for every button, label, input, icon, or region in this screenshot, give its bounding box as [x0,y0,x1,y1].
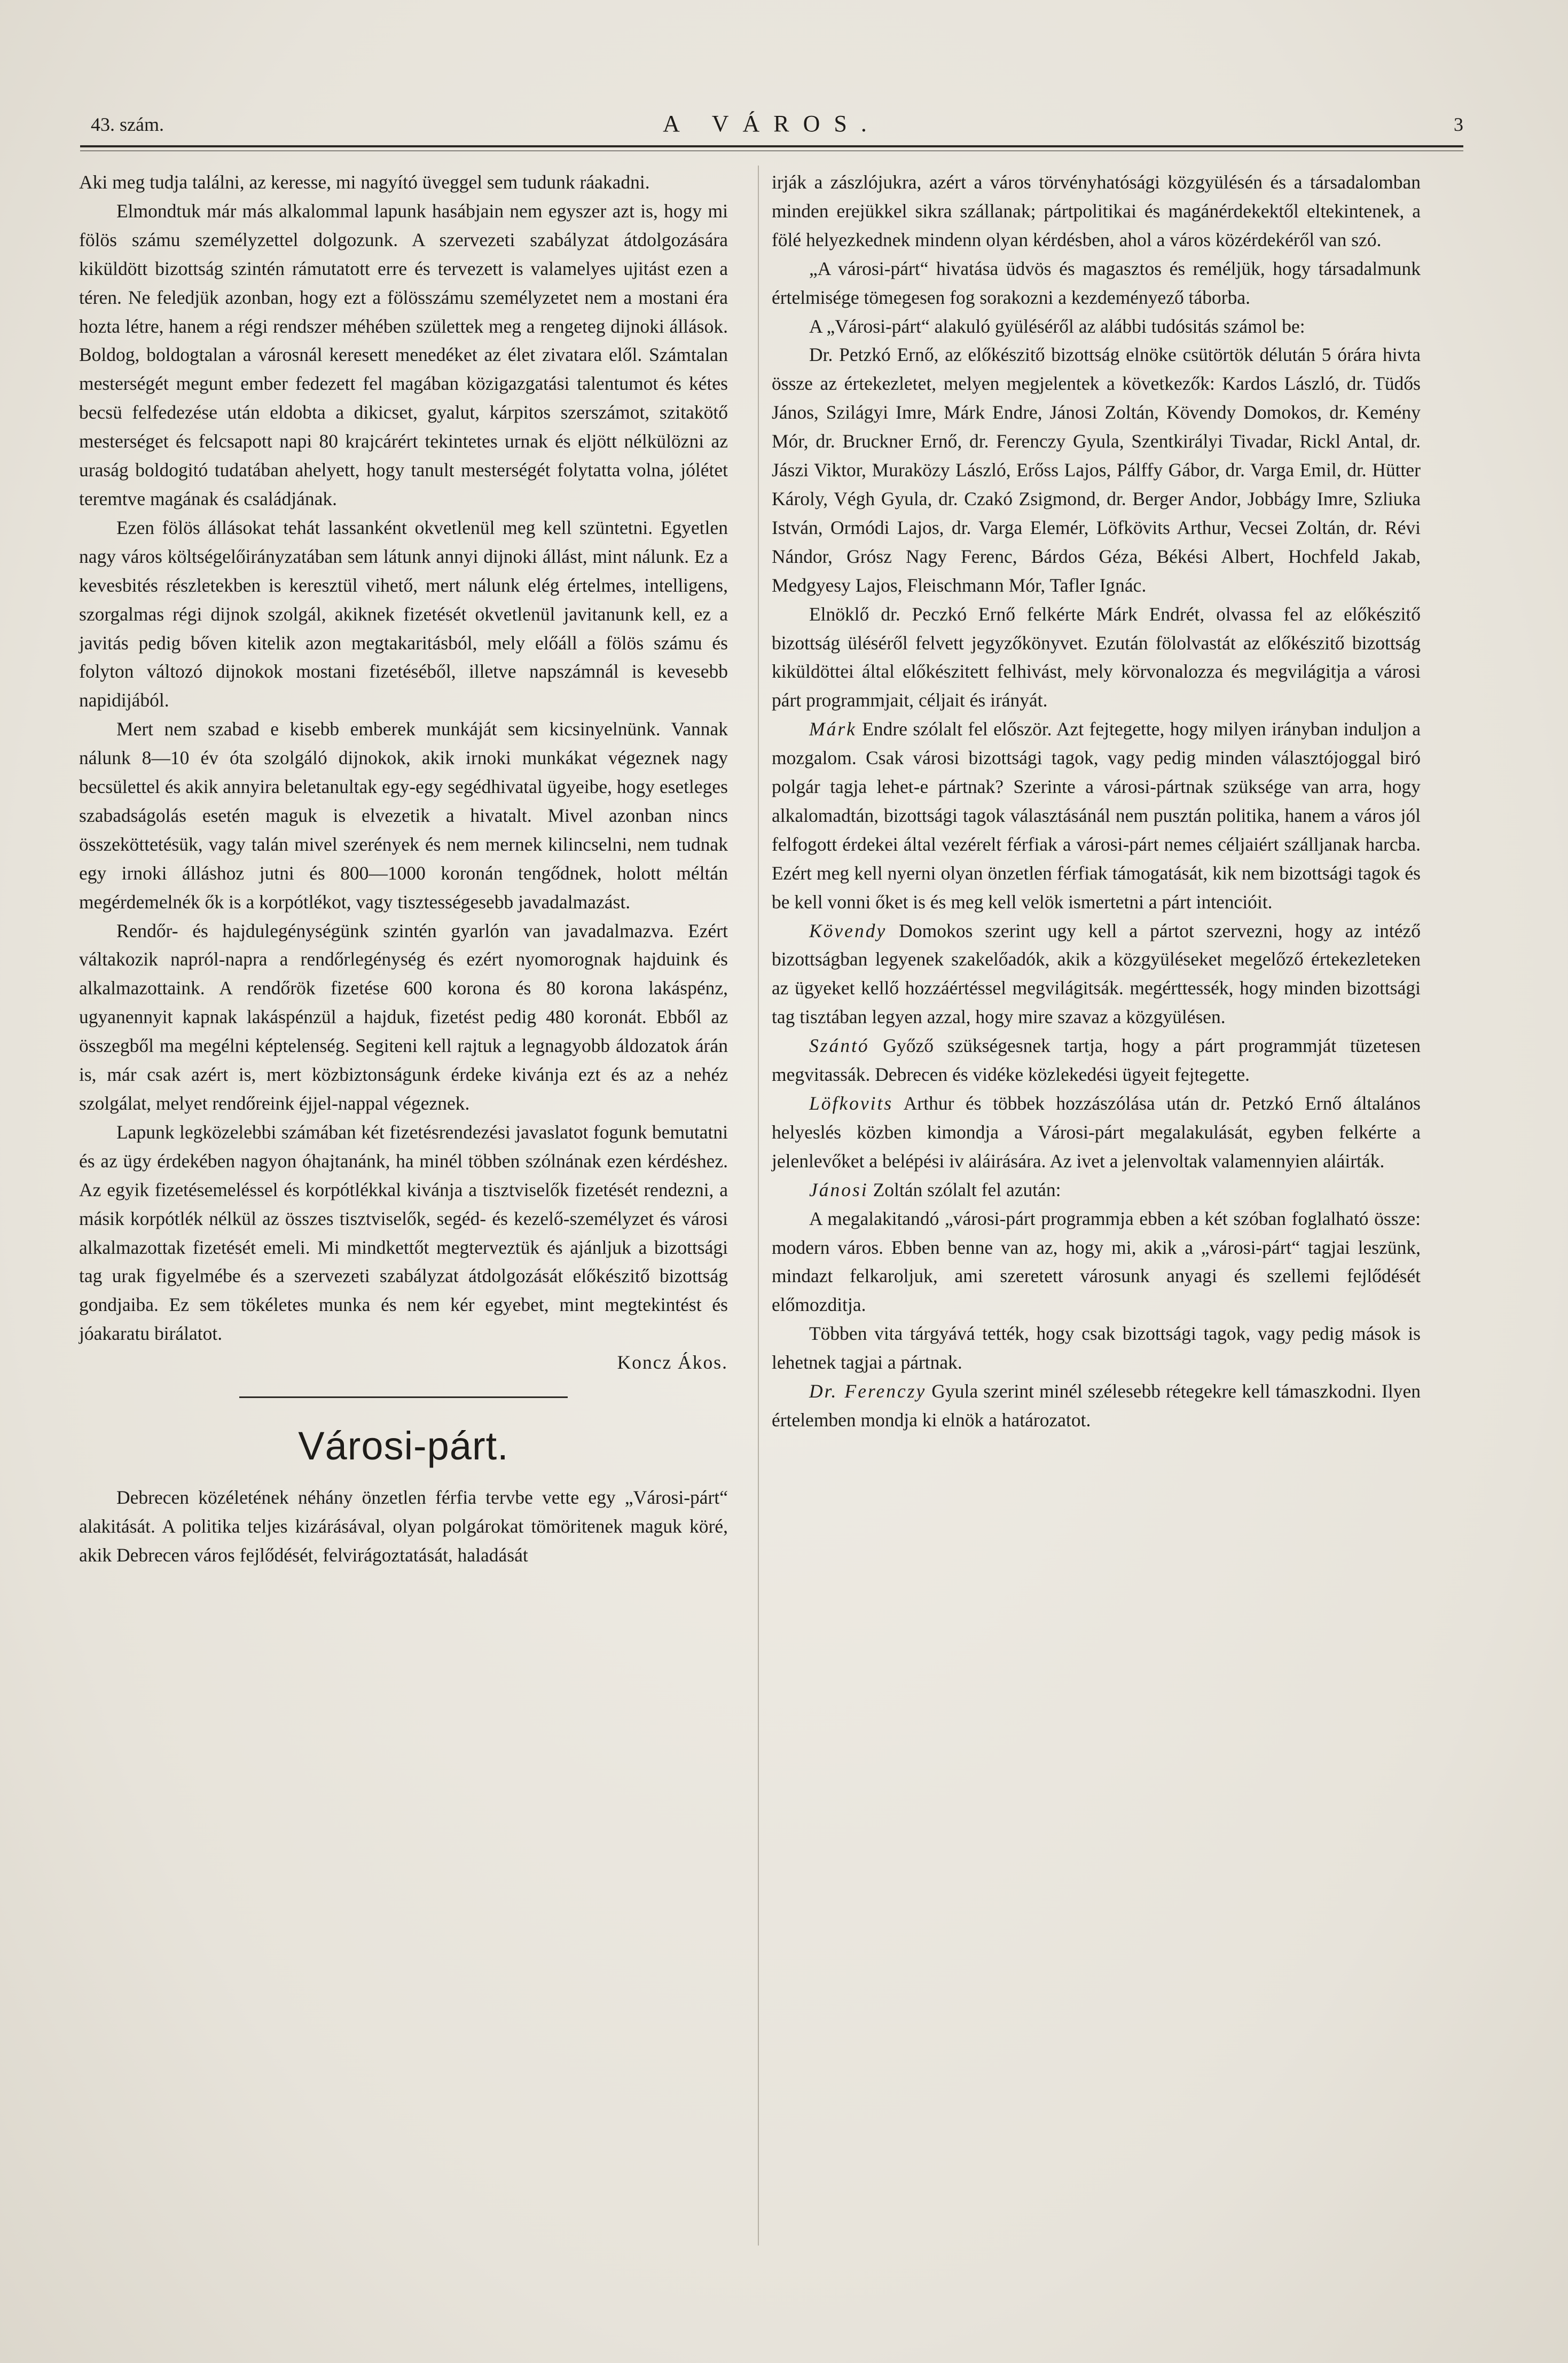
paragraph-text: Gyula szerint minél szélesebb rétegekre kell támaszkodni. Ilyen értelemben mondja ki elnök a határozatot. [772,1380,1421,1431]
header-rule-thick [80,145,1463,147]
paragraph: „A városi-párt“ hivatása üdvös és magasztos és reméljük, hogy társadalmunk értelmisége tömegesen fog sorakozni a kezdeményező táborba. [772,257,1421,308]
paragraph: Debrecen közéletének néhány önzetlen férfia tervbe vette egy „Városi-párt“ alakitását. A politika teljes kizárásával, olyan polgárokat tömöritenek maguk köré, akik Debrecen város fejlődését, felvirágoztatását, haladását [79,1487,728,1566]
paragraph-text: Arthur és többek hozzászólása után dr. Petzkó Ernő általános helyeslés közben kimondja a Városi-párt megalakulását, egyben felkérte a jelenlevőket a belépési iv aláirására. Az ivet a jelenvoltak valamennyien aláirták. [772,1093,1421,1172]
paragraph: Többen vita tárgyává tették, hogy csak bizottsági tagok, vagy pedig mások is lehetnek tagjai a pártnak. [772,1323,1421,1373]
paragraph: A „Városi-párt“ alakuló gyüléséről az alábbi tudósitás számol be: [809,315,1305,337]
paragraph: Elmondtuk már más alkalommal lapunk hasábjain nem egyszer azt is, hogy mi fölös számu személyzettel dolgozunk. A szervezeti szabályzat átdolgozására kiküldött bizottság szintén rámutatott erre és tervezett is valamelyes ujitást ezen a téren. Ne feledjük azonban, hogy ezt a fölösszámu személyzetet nem a mostani éra hozta létre, hanem a régi rendszer méhében születtek meg a rengeteg dijnoki állások. Boldog, boldogtalan a városnál keresett menedéket az élet zivatara elől. Számtalan mesterségét megunt ember fedezett fel magában közigazgatási talentumot és kétes becsü felfedezése után eldobta a dikicset, gyalut, kárpitos szerszámot, szitakötő mesterséget és felcsapott napi 80 krajcárért tekintetes urnak és eljött nélkülözni az uraság boldogitó tudatában ahelyett, hogy tanult mesterségét folytatta volna, jólétet teremtve magának és családjának. [79,200,728,509]
speaker-name: Jánosi [809,1179,868,1200]
speaker-name: Szántó [809,1035,869,1057]
right-column [772,168,1421,1435]
paragraph: Elnöklő dr. Peczkó Ernő felkérte Márk Endrét, olvassa fel az előkészitő bizottság üléséről felvett jegyzőkönyvet. Ezután fölolvastát az előkészitő bizottság kiküldöttei által előkészitett felhivást, mely körvonalozza és megvilágitja a városi párt programmjait, céljait és irányát. [772,603,1421,711]
paragraph: Dr. Petzkó Ernő, az előkészitő bizottság elnöke csütörtök délután 5 órára hivta össze az értekezletet, melyen megjelentek a következők: Kardos László, dr. Tüdős János, Szilágyi Imre, Márk Endre, Jánosi Zoltán, Kövendy Domokos, dr. Kemény Mór, dr. Bruckner Ernő, dr. Ferenczy Gyula, Szentkirályi Tivadar, Rickl Antal, dr. Jászi Viktor, Muraközy László, Erőss Lajos, Pálffy Gábor, dr. Varga Emil, dr. Hütter Károly, Végh Gyula, dr. Czakó Zsigmond, dr. Berger Andor, Jobbágy Imre, Szliuka István, Ormódi Lajos, dr. Varga Elemér, Löfkövits Arthur, Vecsei Zoltán, dr. Révi Nándor, Grósz Nagy Ferenc, Bárdos Géza, Békési Albert, Hochfeld Jakab, Medgyesy Lajos, Fleischmann Mór, Tafler Ignác. [772,344,1421,596]
speaker-name: Kövendy [809,920,887,941]
paragraph: Lapunk legközelebbi számában két fizetésrendezési javaslatot fogunk bemutatni és az ügy érdekében nagyon óhajtanánk, ha minél többen szólnának ezen kérdéshez. Az egyik fizetésemeléssel és korpótlékkal kivánja a tisztviselők fizetését rendezni, a másik korpótlék nélkül az összes tisztviselők, segéd- és kezelő-személyzet és városi alkalmazottak fizetését emeli. Mi mindkettőt megterveztük és ajánljuk a bizottsági tag urak figyelmébe és a szervezeti szabályzat átdolgozását előkészitő bizottság gondjaiba. Ez sem tökéletes munka és nem kér egyebet, mint megtekintést és jóakaratu birálatot. [79,1121,728,1345]
paragraph [772,1377,1421,1435]
newspaper-title: A VÁROS. [663,111,881,137]
paragraph [772,1089,1421,1176]
paragraph: Rendőr- és hajdulegénységünk szintén gyarlón van javadalmazva. Ezért váltakozik napról-napra a rendőrlegénység és ezért nyomorognak hajduink és alkalmazottaink. A rendőrök fizetése 600 korona és 80 korona lakáspénz, ugyanennyit kapnak lakáspénzül a hajduk, fizetést pedig 480 koronát. Ebből az összegből ma megélni képtelenség. Segiteni kell rajtuk a legnagyobb áldozatok árán is, már csak azért is, mert közbiztonságunk érdeke kivánja ezt és az a nehéz szolgálat, melyet rendőreink éjjel-nappal végeznek. [79,920,728,1114]
paragraph: irják a zászlójukra, azért a város törvényhatósági közgyülésén és a társadalomban minden erejükkel sikra szállanak; pártpolitikai és magánérdekektől eltekintenek, a fölé helyezkednek mindenn olyan kérdésben, ahol a város közérdekéről van szó. [772,171,1421,250]
paragraph-text: Endre szólalt fel először. Azt fejtegette, hogy milyen irányban induljon a mozgalom. Csak városi bizottsági tagok, vagy pedig minden választójoggal biró polgár tagja lehet-e pártnak? Szerinte a városi-pártnak szüksége van arra, hogy alkalomadtán, bizottsági tagok választásánál nem pusztán politika, hanem a város jól felfogott érdekei által vezérelt férfiak a városi-párt nemes céljaiért szálljanak harcba. Ezért meg kell nyerni olyan önzetlen férfiak támogatását, kik nem bizottsági tagok és be kell vonni őket is és meg kell velök ismertetni a párt intencióit. [772,718,1421,913]
paragraph: A megalakitandó „városi-párt programmja ebben a két szóban foglalható össze: modern város. Ebben benne van az, hogy mi, akik a „városi-párt“ tagjai leszünk, mindazt felkaroljuk, ami szeretett városunk anyagi és szellemi fejlődését előmozditja. [772,1207,1421,1316]
paragraph-text: Domokos szerint ugy kell a pártot szervezni, hogy az intéző bizottságban legyenek szakelőadók, akik a közgyüléseket megelőző értekezleteken az ügyeket kellő hozzáértéssel megvilágitsák. megérttessék, hogy minden bizottsági tag tisztában legyen azzal, hogy mire szavaz a közgyülésen. [772,920,1421,1028]
article-separator [239,1380,568,1398]
paragraph: Ezen fölös állásokat tehát lassanként okvetlenül meg kell szüntetni. Egyetlen nagy város költségelőirányzatában sem látunk annyi dijnoki állást, mint nálunk. Ez a kevesbités részletekben is keresztül vihető, mert nálunk elég értelmes, intelligens, szorgalmas régi dijnok szolgál, akiknek fizetését okvetlenül javitanunk kell, ez a javitás pedig bőven kitelik azon megtakaritásból, mely előáll a fölös számu és folyton változó dijnokok mostani fizetéséből, illetve napszámnál is kevesebb napidijából. [79,516,728,711]
speaker-name: Dr. Ferenczy [809,1380,927,1402]
column-divider [758,166,759,2246]
speaker-name: Márk [809,718,857,740]
left-column [79,168,728,1570]
paragraph: Aki meg tudja találni, az keresse, mi nagyító üveggel sem tudunk ráakadni. [79,171,650,193]
paragraph [772,1176,1421,1205]
paragraph-text: Győző szükségesnek tartja, hogy a párt programmját tüzetesen megvitassák. Debrecen és vidéke közlekedési ügyeit fejtegette. [772,1035,1421,1086]
page-header [80,113,1463,145]
speaker-name: Löfkovits [809,1093,893,1114]
signature-text: Koncz Ákos. [617,1352,728,1373]
paragraph [772,1032,1421,1089]
issue-number: 43. szám. [91,114,164,135]
paragraph-text: Zoltán szólalt fel azután: [873,1179,1061,1200]
paragraph: Mert nem szabad e kisebb emberek munkáját sem kicsinyelnünk. Vannak nálunk 8—10 év óta szolgáló dijnokok, akik irnoki munkákat végeznek nagy becsülettel és akik annyira beletanultak egy-egy segédhivatal ügyeibe, hogy esetleges szabadságolás esetén maguk is elvezetik a hivatalt. Mivel azonban nincs összeköttetésük, vagy talán mivel szerények és nem mernek kilincselni, nem tudnak egy irnoki álláshoz jutni és 800—1000 koronán tengődnek, holott méltán megérdemelnék ők is a korpótlékot, vagy tisztességesebb javadalmazást. [79,718,728,913]
section-title: Városi-párt. [298,1424,509,1469]
paragraph [772,917,1421,1032]
page-number: 3 [1454,114,1463,135]
paragraph [772,715,1421,916]
article-signature [79,1348,728,1377]
